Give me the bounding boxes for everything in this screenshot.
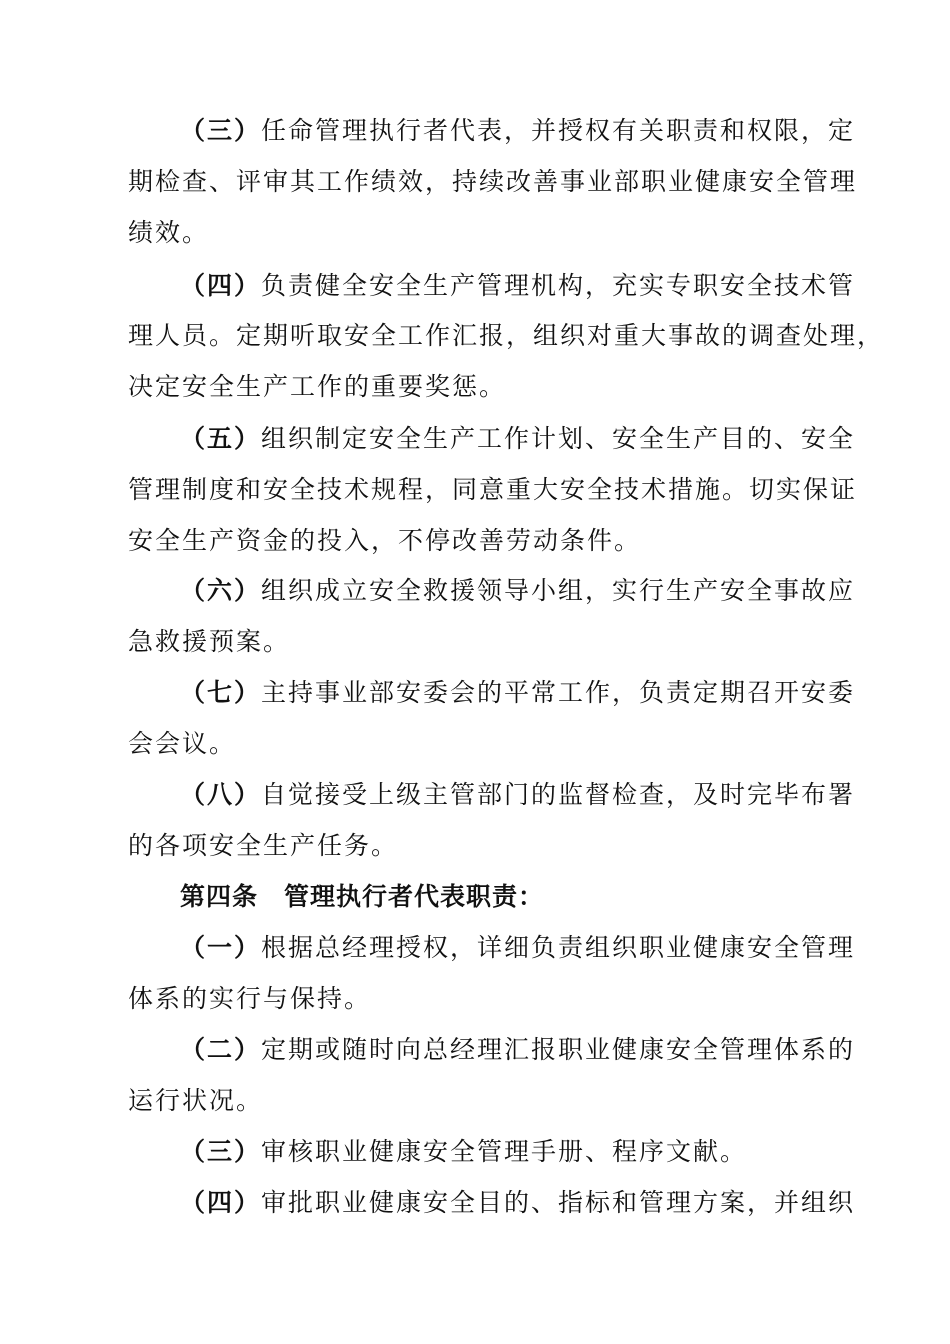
paragraph-number: （七） <box>180 678 262 707</box>
paragraph-number: （六） <box>180 576 262 605</box>
paragraph-3-line-2: 期检查、评审其工作绩效，持续改善事业部职业健康安全管理 <box>128 167 858 196</box>
paragraph-number: （三） <box>180 116 262 145</box>
paragraph-6-line-1: （六）组织成立安全救援领导小组，实行生产安全事故应 <box>180 576 856 605</box>
paragraph-7-line-2: 会会议。 <box>128 729 237 758</box>
paragraph-5-line-3: 安全生产资金的投入，不停改善劳动条件。 <box>128 526 642 555</box>
paragraph-3-line-3: 绩效。 <box>128 218 210 247</box>
paragraph-number: （三） <box>180 1137 262 1166</box>
paragraph-4-line-3: 决定安全生产工作的重要奖惩。 <box>128 372 507 401</box>
duty-3-line-1: （三）审核职业健康安全管理手册、程序文献。 <box>180 1137 748 1166</box>
paragraph-5-line-2: 管理制度和安全技术规程，同意重大安全技术措施。切实保证 <box>128 475 858 504</box>
paragraph-number: （二） <box>180 1035 262 1064</box>
article-heading: 第四条 管理执行者代表职责： <box>180 882 545 911</box>
duty-2-line-1: （二）定期或随时向总经理汇报职业健康安全管理体系的 <box>180 1035 856 1064</box>
paragraph-3-line-1: （三）任命管理执行者代表，并授权有关职责和权限，定 <box>180 116 856 145</box>
duty-2-line-2: 运行状况。 <box>128 1086 264 1115</box>
paragraph-8-line-1: （八）自觉接受上级主管部门的监督检查，及时完毕布署 <box>180 780 856 809</box>
paragraph-6-line-2: 急救援预案。 <box>128 627 291 656</box>
paragraph-number: （四） <box>180 271 262 300</box>
paragraph-number: （五） <box>180 424 262 453</box>
paragraph-number: （一） <box>180 933 262 962</box>
paragraph-4-line-1: （四）负责健全安全生产管理机构，充实专职安全技术管 <box>180 271 856 300</box>
paragraph-number: （八） <box>180 780 262 809</box>
paragraph-5-line-1: （五）组织制定安全生产工作计划、安全生产目的、安全 <box>180 424 856 453</box>
duty-4-line-1: （四）审批职业健康安全目的、指标和管理方案，并组织 <box>180 1188 856 1217</box>
paragraph-8-line-2: 的各项安全生产任务。 <box>128 831 399 860</box>
duty-1-line-1: （一）根据总经理授权，详细负责组织职业健康安全管理 <box>180 933 856 962</box>
paragraph-4-line-2: 理人员。定期听取安全工作汇报，组织对重大事故的调查处理， <box>128 321 885 350</box>
paragraph-number: （四） <box>180 1188 262 1217</box>
paragraph-7-line-1: （七）主持事业部安委会的平常工作，负责定期召开安委 <box>180 678 856 707</box>
duty-1-line-2: 体系的实行与保持。 <box>128 984 372 1013</box>
